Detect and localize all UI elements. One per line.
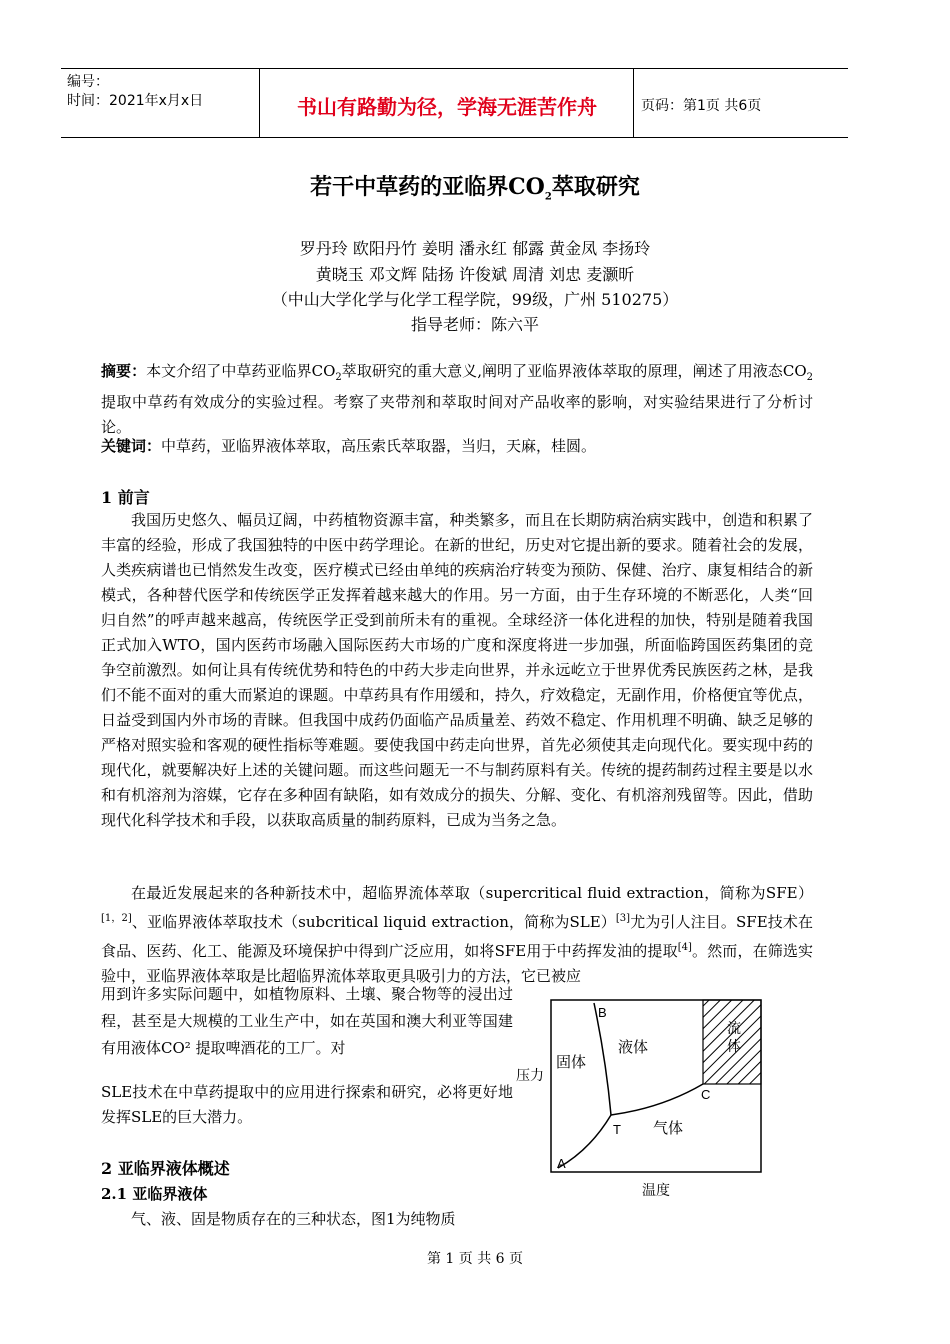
- vaporization-curve: [611, 1084, 703, 1115]
- title-text-end: 萃取研究: [551, 174, 640, 200]
- page-footer: 第 1 页 共 6 页: [426, 1251, 524, 1267]
- point-a-label: A: [557, 1156, 566, 1171]
- abstract-subscript: 2: [335, 372, 342, 383]
- paragraph-text: 尤为引人注目。SFE技术在食品、医药、化工、能源及环境保护中得到广泛应用，如将SFE用于中药挥发油的提取: [101, 913, 814, 960]
- x-axis-label: 温度: [642, 1183, 670, 1198]
- point-b-label: B: [598, 1005, 607, 1020]
- authors-line-1: 罗丹玲 欧阳丹竹 姜明 潘永红 郁露 黄金凤 李扬玲: [299, 239, 651, 258]
- paragraph-text: 。然而，在筛选实验中，亚临界液体萃取是比超临界流体萃取更具吸引力的方法，它已被应: [101, 942, 813, 985]
- header-page-info: 页码：第1页 共6页: [641, 98, 762, 114]
- paragraph-text: 在最近发展起来的各种新技术中，超临界流体萃取（supercritical fluid extraction，简称为SFE）: [131, 884, 813, 902]
- keywords-label: 关键词：: [101, 437, 162, 455]
- header-divider: [259, 69, 260, 137]
- phase-diagram: [515, 998, 775, 1198]
- citation: [3]: [615, 913, 631, 924]
- section-1-paragraph-1: 我国历史悠久、幅员辽阔，中药植物资源丰富，种类繁多，而且在长期防病治病实践中，创造和积累了丰富的经验，形成了我国独特的中医中药学理论。在新的世纪，历史对它提出新的要求。随着社会的发展，人类疾病谱也已悄然发生改变，医疗模式已经由单纯的疾病治疗转变为预防、保健、治疗、康复相结合的新模式，各种替代医学和传统医学正发挥着越来越大的作用。另一方面，由于生存环境的不断恶化，人类“回归自然”的呼声越来越高，传统医学正受到前所未有的重视。全球经济一体化进程的加快，特别是随着我国正式加入WTO，国内医药市场融入国际医药大市场的广度和深度将进一步加强，所面临跨国医药集团的竞争空前激烈。如何让具有传统优势和特色的中药大步走向世界，并永远屹立于世界优秀民族医药之林，是我们不能不面对的重大而紧迫的课题。中草药具有作用缓和，持久，疗效稳定，无副作用，价格便宜等优点，日益受到国内外市场的青睐。但我国中成药仍面临产品质量差、药效不稳定、作用机理不明确、缺乏足够的严格对照实验和客观的硬性指标等难题。要使我国中药走向世界，首先必须使其走向现代化。要实现中药的现代化，就要解决好上述的关键问题。而这些问题无一不与制药原料有关。传统的提药制药过程主要是以水和有机溶剂为溶媒，它存在多种固有缺陷，如有效成分的损失、分解、变化、有机溶剂残留等。因此，借助现代化科学技术和手段，以获取高质量的制药原料，已成为当务之急。: [101, 511, 813, 829]
- abstract-text: 提取中草药有效成分的实验过程。考察了夹带剂和萃取时间对产品收率的影响，对实验结果进行了分析讨论。: [101, 393, 813, 436]
- section-1-paragraph-2: [101, 881, 813, 989]
- section-1-paragraph-2-wrap: 用到许多实际问题中，如植物原料、土壤、聚合物等的浸出过程，甚至是大规模的工业生产中，如在英国和澳大利亚等国建有用液体CO² 提取啤酒花的工厂。对: [101, 985, 513, 1057]
- section-2-1-paragraph: 气、液、固是物质存在的三种状态，图1为纯物质: [131, 1210, 456, 1228]
- advisor: 指导老师：陈六平: [410, 315, 539, 334]
- header-meta: [67, 73, 203, 111]
- liquid-label: 液体: [618, 1038, 649, 1056]
- citation: [1，2]: [101, 913, 132, 924]
- gas-label: 气体: [653, 1119, 684, 1137]
- citation: [4]: [677, 942, 692, 953]
- keywords-text: 中草药，亚临界液体萃取，高压索氏萃取器，当归，天麻，桂圆。: [161, 437, 597, 455]
- header-number: 编号：: [67, 74, 109, 90]
- keywords: [101, 434, 813, 459]
- fluid-label-2: 体: [727, 1039, 741, 1055]
- header-time: 时间：2021年x月x日: [67, 93, 204, 109]
- y-axis-label: 压力: [516, 1068, 544, 1084]
- abstract-text: 本文介绍了中草药亚临界CO: [146, 362, 336, 380]
- point-t-label: T: [613, 1122, 621, 1137]
- title-text: 若干中草药的亚临界CO: [310, 174, 545, 200]
- sublimation-curve: [558, 1115, 611, 1168]
- abstract-subscript: 2: [806, 372, 813, 383]
- solid-label: 固体: [556, 1053, 587, 1071]
- affiliation: （中山大学化学与化学工程学院，99级，广州 510275）: [271, 290, 679, 309]
- abstract-text: 萃取研究的重大意义,阐明了亚临界液体萃取的原理，阐述了用液态CO: [341, 362, 807, 380]
- section-1-heading: 1 前言: [101, 488, 150, 507]
- point-c-label: C: [701, 1087, 711, 1102]
- header-divider: [633, 69, 634, 137]
- abstract-label: 摘要：: [101, 362, 147, 380]
- section-2-1-heading: 2.1 亚临界液体: [101, 1185, 208, 1203]
- section-2-heading: 2 亚临界液体概述: [101, 1159, 230, 1178]
- header-motto: 书山有路勤为径，学海无涯苦作舟: [297, 95, 597, 119]
- section-1-paragraph-2-end: SLE技术在中草药提取中的应用进行探索和研究，必将更好地发挥SLE的巨大潜力。: [101, 1083, 513, 1126]
- fluid-label-1: 流: [727, 1021, 741, 1037]
- paper-title: [0, 170, 950, 202]
- abstract: [101, 359, 813, 440]
- paragraph-text: 、亚临界液体萃取技术（subcritical liquid extraction，简称为SLE）: [131, 913, 616, 931]
- authors-line-2: 黄晓玉 邓文辉 陆扬 许俊斌 周清 刘忠 麦灏昕: [315, 265, 635, 284]
- page-header: [61, 68, 848, 138]
- title-subscript: 2: [544, 191, 552, 203]
